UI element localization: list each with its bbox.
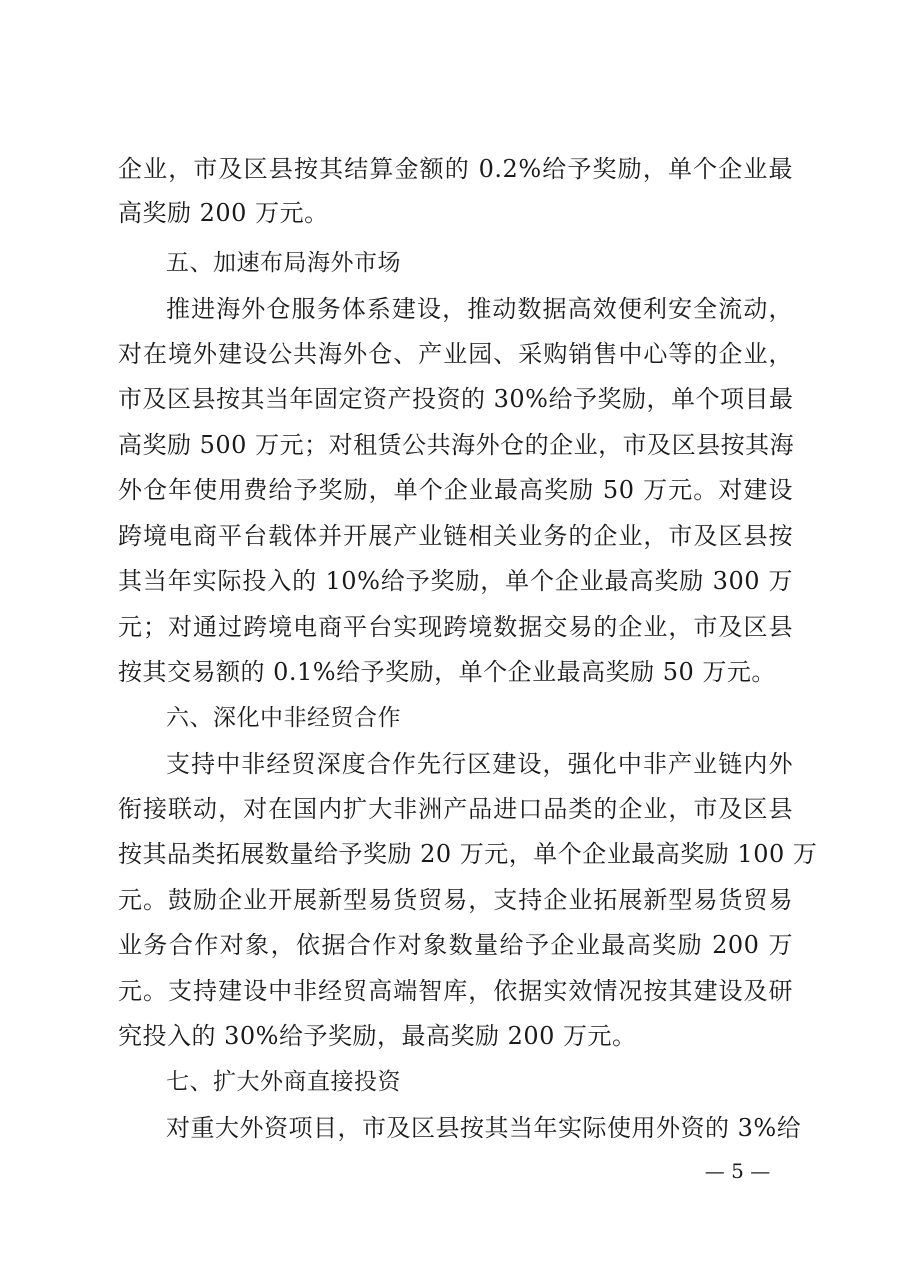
paragraph-line: 企业，市及区县按其结算金额的 0.2%给予奖励，单个企业最 (118, 155, 793, 183)
paragraph-line: 元。鼓励企业开展新型易货贸易，支持企业拓展新型易货贸易 (118, 886, 793, 914)
paragraph-line: 高奖励 200 万元。 (118, 199, 329, 227)
paragraph-line: 元；对通过跨境电商平台实现跨境数据交易的企业，市及区县 (118, 613, 793, 641)
paragraph-line: 市及区县按其当年固定资产投资的 30%给予奖励，单个项目最 (118, 385, 794, 413)
paragraph-line: 推进海外仓服务体系建设，推动数据高效便利安全流动， (166, 295, 793, 323)
paragraph-line: 对在境外建设公共海外仓、产业园、采购销售中心等的企业， (118, 340, 793, 368)
section-heading: 五、加速布局海外市场 (166, 250, 401, 276)
section-heading: 七、扩大外商直接投资 (166, 1069, 401, 1095)
paragraph-line: 高奖励 500 万元；对租赁公共海外仓的企业，市及区县按其海 (118, 431, 795, 459)
paragraph-line: 按其品类拓展数量给予奖励 20 万元，单个企业最高奖励 100 万 (118, 840, 818, 868)
paragraph-line: 元。支持建设中非经贸高端智库，依据实效情况按其建设及研 (118, 977, 793, 1005)
paragraph-line: 衔接联动，对在国内扩大非洲产品进口品类的企业，市及区县 (118, 795, 793, 823)
paragraph-line: 跨境电商平台载体并开展产业链相关业务的企业，市及区县按 (118, 522, 793, 550)
paragraph-line: 支持中非经贸深度合作先行区建设，强化中非产业链内外 (166, 750, 793, 778)
paragraph-line: 业务合作对象，依据合作对象数量给予企业最高奖励 200 万 (118, 931, 793, 959)
paragraph-line: 究投入的 30%给予奖励，最高奖励 200 万元。 (118, 1022, 637, 1050)
paragraph-line: 按其交易额的 0.1%给予奖励，单个企业最高奖励 50 万元。 (118, 658, 776, 686)
section-heading: 六、深化中非经贸合作 (166, 705, 401, 731)
paragraph-line: 外仓年使用费给予奖励，单个企业最高奖励 50 万元。对建设 (118, 476, 793, 504)
paragraph-line: 其当年实际投入的 10%给予奖励，单个企业最高奖励 300 万 (118, 567, 793, 595)
paragraph-line: 对重大外资项目，市及区县按其当年实际使用外资的 3%给 (166, 1114, 802, 1142)
page-number: — 5 — (704, 1159, 771, 1183)
